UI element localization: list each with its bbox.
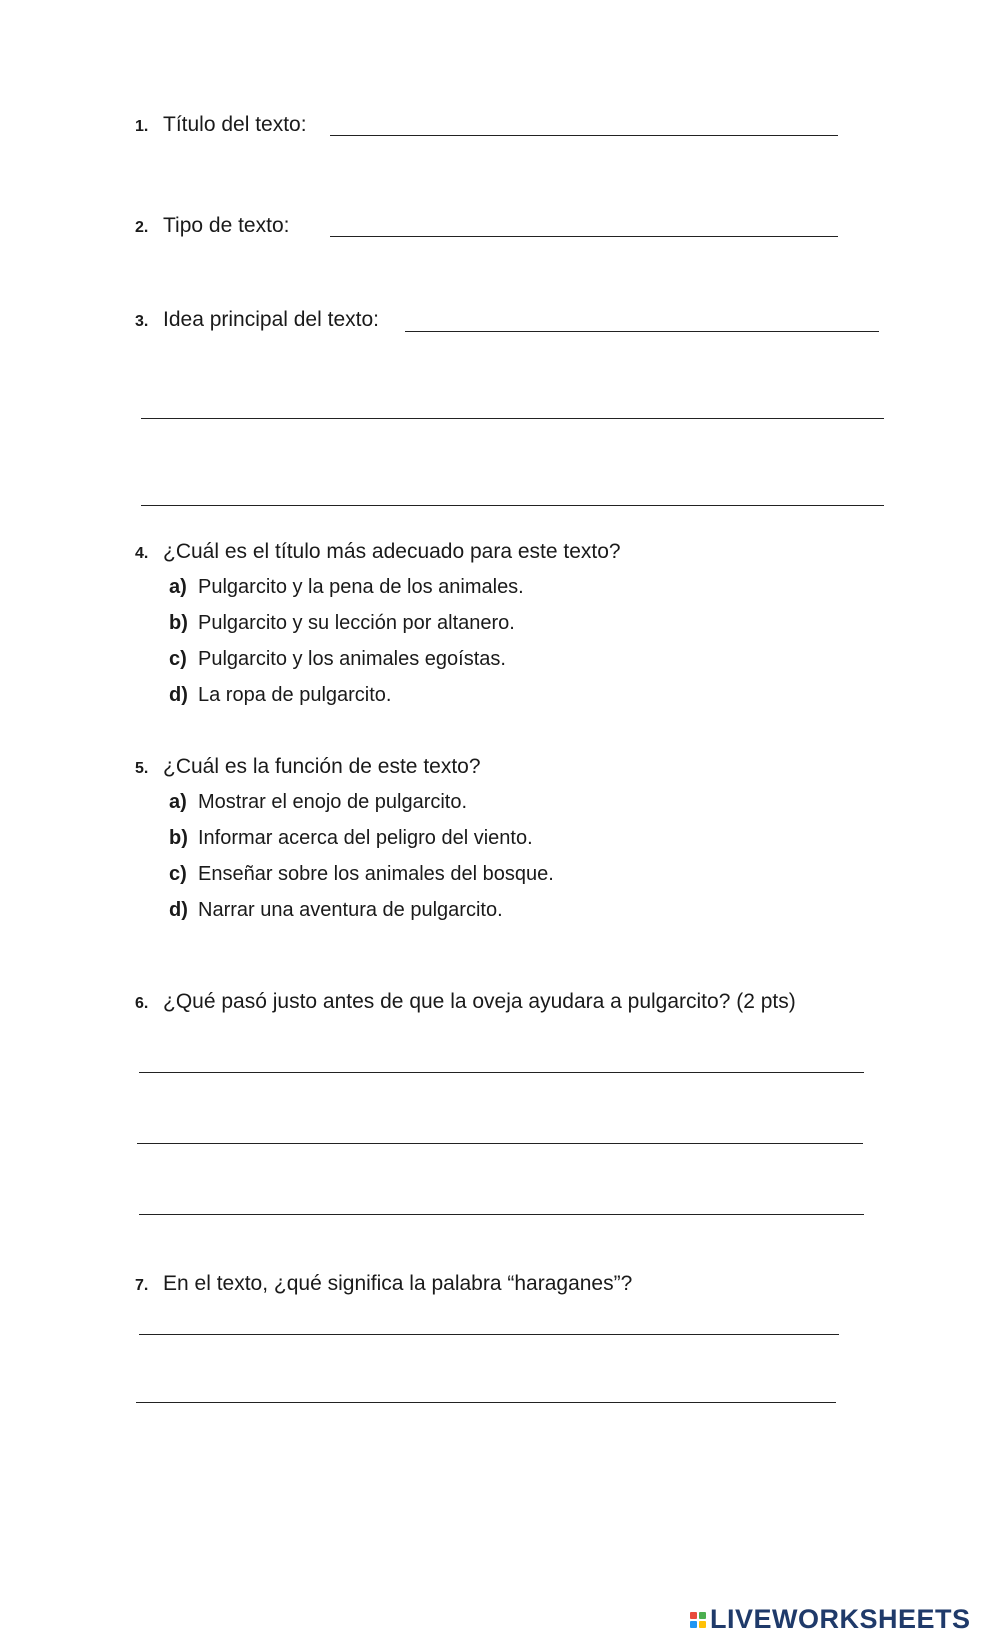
question-7 xyxy=(135,1272,632,1298)
option-letter: c) xyxy=(169,863,187,885)
option-text: Informar acerca del peligro del viento. xyxy=(198,827,533,849)
option-text: Pulgarcito y los animales egoístas. xyxy=(198,648,506,670)
option-5d[interactable] xyxy=(169,898,503,922)
logo-square xyxy=(690,1621,697,1628)
question-6 xyxy=(135,990,796,1016)
question-text: Idea principal del texto: xyxy=(163,308,379,331)
option-letter: c) xyxy=(169,648,187,670)
option-4a[interactable] xyxy=(169,575,524,599)
liveworksheets-logo xyxy=(690,1604,971,1635)
question-number: 5. xyxy=(135,760,149,777)
option-letter: b) xyxy=(169,612,188,634)
question-text: Tipo de texto: xyxy=(163,214,290,237)
option-5b[interactable] xyxy=(169,826,533,850)
question-4 xyxy=(135,540,621,566)
option-text: Mostrar el enojo de pulgarcito. xyxy=(198,791,468,813)
logo-text: LIVEWORKSHEETS xyxy=(710,1604,971,1634)
option-letter: d) xyxy=(169,684,188,706)
option-text: Enseñar sobre los animales del bosque. xyxy=(198,863,554,885)
logo-square xyxy=(699,1621,706,1628)
option-4c[interactable] xyxy=(169,647,506,671)
question-2 xyxy=(135,214,289,240)
logo-square xyxy=(699,1612,706,1619)
question-3 xyxy=(135,308,379,334)
question-number: 4. xyxy=(135,545,149,562)
option-letter: a) xyxy=(169,576,187,598)
answer-line-q3-2[interactable] xyxy=(141,418,884,419)
option-text: Narrar una aventura de pulgarcito. xyxy=(198,899,503,921)
question-number: 7. xyxy=(135,1277,149,1294)
answer-line-q6-1[interactable] xyxy=(139,1072,864,1073)
option-text: Pulgarcito y la pena de los animales. xyxy=(198,576,524,598)
option-4d[interactable] xyxy=(169,683,391,707)
option-text: La ropa de pulgarcito. xyxy=(198,684,392,706)
question-number: 2. xyxy=(135,219,149,236)
answer-line-q2[interactable] xyxy=(330,236,838,237)
question-text: ¿Qué pasó justo antes de que la oveja ayudara a pulgarcito? (2 pts) xyxy=(163,990,796,1013)
option-letter: b) xyxy=(169,827,188,849)
answer-line-q7-2[interactable] xyxy=(136,1402,836,1403)
question-text: ¿Cuál es el título más adecuado para este texto? xyxy=(163,540,621,563)
question-1 xyxy=(135,113,307,139)
logo-square xyxy=(690,1612,697,1619)
option-text: Pulgarcito y su lección por altanero. xyxy=(198,612,515,634)
answer-line-q6-3[interactable] xyxy=(139,1214,864,1215)
answer-line-q6-2[interactable] xyxy=(137,1143,863,1144)
question-text: En el texto, ¿qué significa la palabra “haraganes”? xyxy=(163,1272,633,1295)
answer-line-q3-3[interactable] xyxy=(141,505,884,506)
question-number: 6. xyxy=(135,995,149,1012)
question-number: 1. xyxy=(135,118,149,135)
answer-line-q1[interactable] xyxy=(330,135,838,136)
option-letter: a) xyxy=(169,791,187,813)
answer-line-q3-1[interactable] xyxy=(405,331,879,332)
logo-mark-icon xyxy=(690,1612,706,1628)
option-letter: d) xyxy=(169,899,188,921)
option-5a[interactable] xyxy=(169,790,467,814)
question-text: Título del texto: xyxy=(163,113,307,136)
option-5c[interactable] xyxy=(169,862,554,886)
option-4b[interactable] xyxy=(169,611,515,635)
answer-line-q7-1[interactable] xyxy=(139,1334,839,1335)
question-text: ¿Cuál es la función de este texto? xyxy=(163,755,481,778)
question-5 xyxy=(135,755,481,781)
question-number: 3. xyxy=(135,313,149,330)
